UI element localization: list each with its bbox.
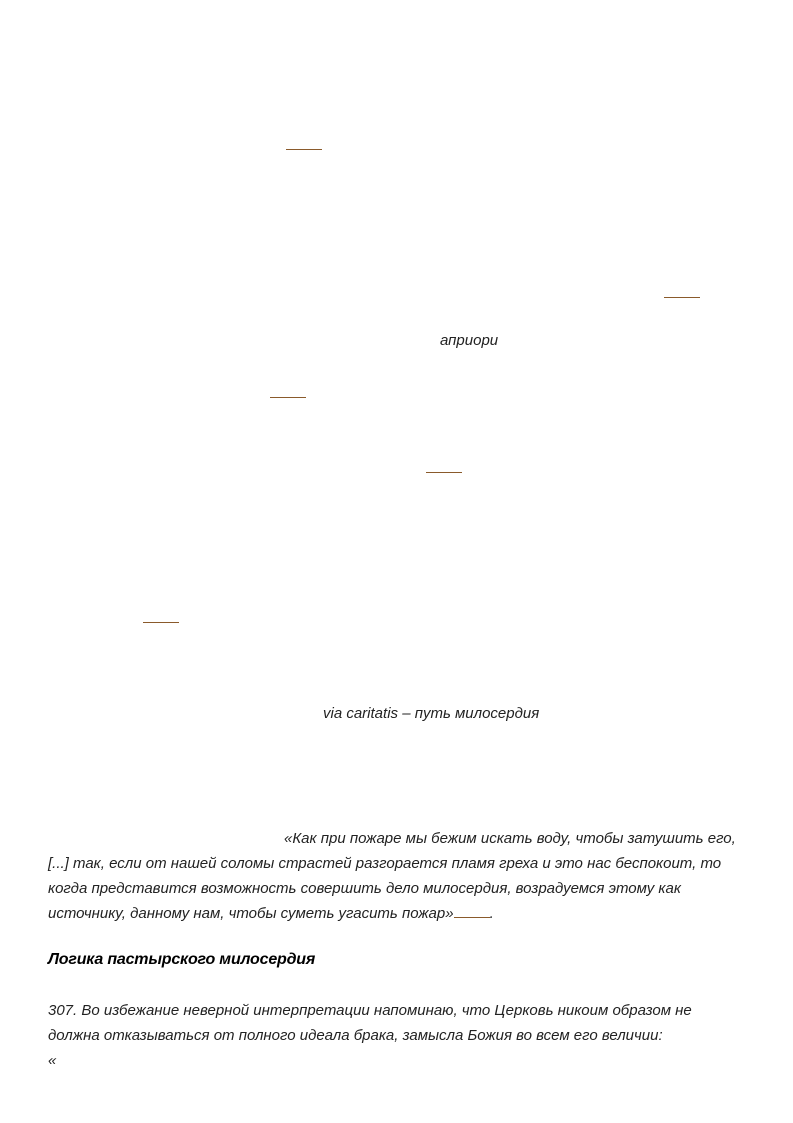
footnote-link[interactable] bbox=[426, 472, 462, 473]
footnote-link[interactable] bbox=[664, 297, 700, 298]
paragraph-line: 307. Во избежание неверной интерпретации напоминаю, что Церковь никоим образом не bbox=[48, 1002, 692, 1019]
footnote-link[interactable] bbox=[454, 903, 490, 918]
section-heading: Логика пастырского милосердия bbox=[48, 951, 316, 968]
footnote-link[interactable] bbox=[286, 149, 322, 150]
quote-line-last bbox=[48, 901, 736, 926]
paragraph-line: должна отказываться от полного идеала брака, замысла Божия во всем его величии: bbox=[48, 1027, 663, 1044]
quote-text: источнику, данному нам, чтобы суметь угасить пожар» bbox=[48, 905, 454, 922]
quote-line: [...] так, если от нашей соломы страстей разгорается пламя греха и это нас беспокоит, то bbox=[48, 855, 722, 872]
paragraph-307 bbox=[48, 998, 692, 1073]
footnote-link[interactable] bbox=[143, 622, 179, 623]
quote-line: «Как при пожаре мы бежим искать воду, чтобы затушить его, bbox=[284, 830, 736, 847]
paragraph-line: « bbox=[48, 1052, 57, 1069]
italic-word-apriori: априори bbox=[440, 332, 499, 349]
footnote-link[interactable] bbox=[270, 397, 306, 398]
quote-line: когда представится возможность совершить дело милосердия, возрадуемся этому как bbox=[48, 880, 681, 897]
italic-phrase-via-caritatis: via caritatis – путь милосердия bbox=[323, 705, 540, 722]
quote-paragraph bbox=[48, 826, 736, 926]
quote-end: . bbox=[489, 905, 494, 922]
